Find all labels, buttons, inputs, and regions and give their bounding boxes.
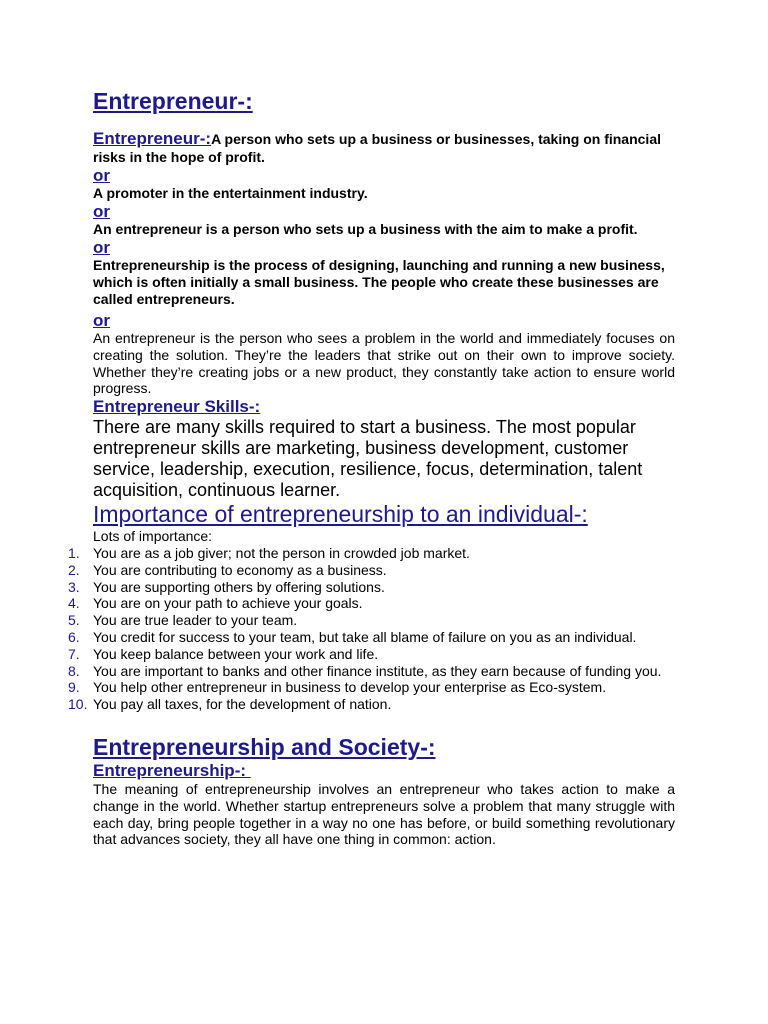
list-item [68,561,675,579]
list-item [68,662,675,680]
list-number: 1. [68,544,80,561]
list-item [68,612,675,629]
skills-heading: Entrepreneur Skills-: [93,397,261,417]
list-number: 2. [68,561,80,578]
list-number: 10. [68,696,88,713]
list-number: 9. [68,679,80,696]
definition-alt-2: An entrepreneur is a person who sets up a business with the aim to make a profit. [93,221,638,237]
list-item [68,578,675,596]
list-item [68,645,675,663]
spacer [93,713,675,733]
or-separator: or [93,311,110,330]
list-number: 8. [68,662,80,679]
definition-label: Entrepreneur-: [93,129,212,148]
definition-paragraph [93,130,675,166]
list-number: 5. [68,612,80,629]
or-separator: or [93,238,110,257]
document-content [68,86,675,848]
importance-list [68,544,675,713]
list-number: 3. [68,578,80,595]
list-number: 7. [68,645,80,662]
list-item-text: You help other entrepreneur in business to develop your enterprise as Eco-system. [93,679,607,696]
list-number: 6. [68,628,80,645]
list-item-text: You are important to banks and other finance institute, as they earn because of funding you. [93,662,662,679]
skills-text: There are many skills required to start a business. The most popular entrepreneur skills are marketing, business development, customer service, leadership, execution, resilience, focus, determination, talent acquisition, continuous learner. [93,417,643,501]
society-text: The meaning of entrepreneurship involves an entrepreneur who takes action to make a change in the world. Whether startup entrepreneurs solve a problem that many struggle with each day, bring people together in a way no one has before, or build something revolutionary that advances society, they all have one thing in common: action. [93,780,675,848]
list-item-text: You are on your path to achieve your goals. [93,595,363,612]
list-item-text: You are supporting others by offering solutions. [93,578,385,595]
list-item-text: You pay all taxes, for the development of nation. [93,696,392,713]
list-item [68,696,675,713]
definition-long-paragraph: An entrepreneur is the person who sees a problem in the world and immediately focuses on creating the solution. They’re the leaders that strike out on their own to improve society. Whether they’re creating jobs or a new product, they constantly take action to ensure world progress. [93,330,675,397]
list-item-text: You are true leader to your team. [93,612,298,629]
importance-intro: Lots of importance: [93,528,213,545]
society-heading: Entrepreneurship and Society-: [93,733,436,760]
definition-alt-3: Entrepreneurship is the process of designing, launching and running a new business, which is often initially a small business. The people who create these businesses are called entrepreneurs. [93,257,665,307]
definition-text: A person who sets up a business or businesses, taking on financial risks in the hope of profit. [93,131,661,165]
or-separator: or [93,166,110,185]
list-item-text: You credit for success to your team, but take all blame of failure on you as an individual. [93,628,637,645]
list-item-text: You are contributing to economy as a business. [93,561,387,578]
or-separator: or [93,202,110,221]
list-item-text: You keep balance between your work and life. [93,645,379,662]
list-item [68,628,675,646]
definition-alt-1: A promoter in the entertainment industry. [93,185,368,201]
list-item [68,544,675,562]
importance-heading: Importance of entrepreneurship to an individual-: [93,501,588,528]
page-title: Entrepreneur-: [93,88,253,114]
list-item-text: You are as a job giver; not the person in crowded job market. [93,544,470,561]
society-subheading: Entrepreneurship-: [93,760,251,780]
list-item [68,595,675,612]
list-number: 4. [68,595,80,612]
list-item [68,679,675,696]
